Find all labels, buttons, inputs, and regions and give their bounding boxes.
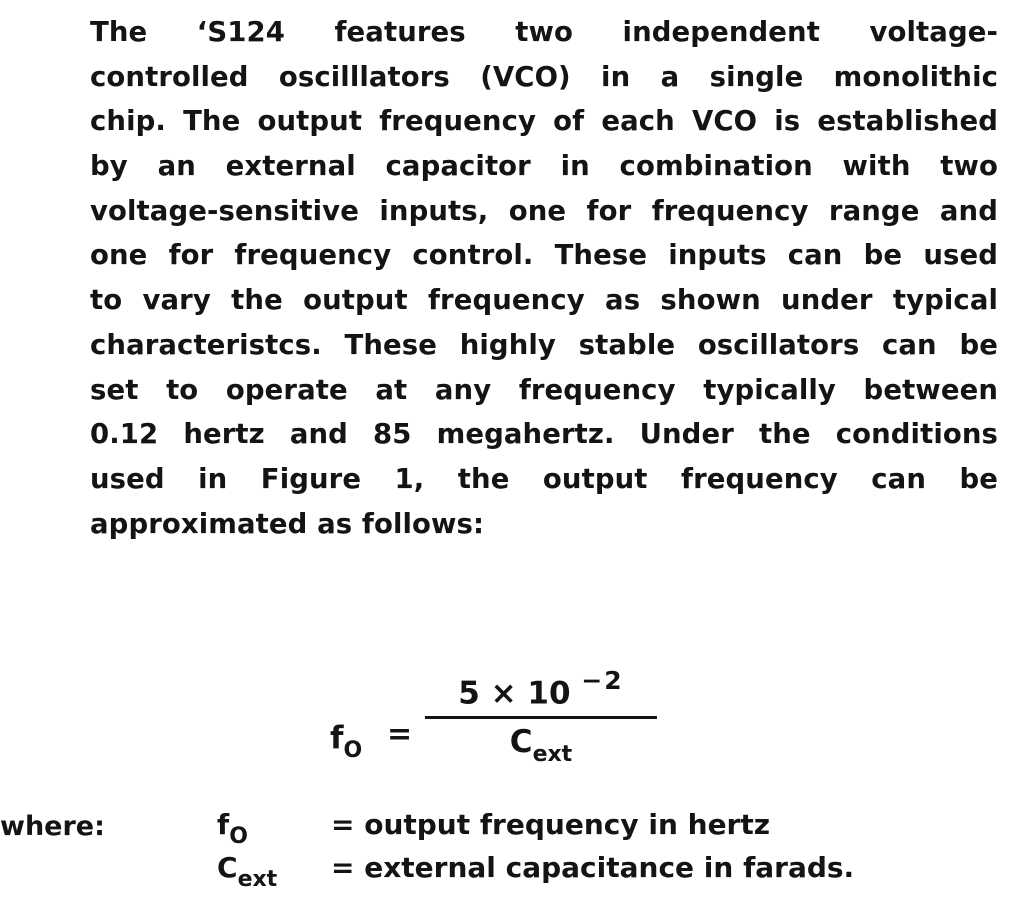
paragraph-line: chip. The output frequency of each VCO is established: [90, 105, 998, 138]
paragraph-line: to vary the output frequency as shown under typical: [90, 284, 998, 317]
paragraph-line: approximated as follows:: [90, 507, 485, 540]
equation-lhs-base: f: [330, 720, 344, 756]
paragraph-line: by an external capacitor in combination with two: [90, 150, 998, 183]
definition-symbol: [217, 808, 331, 847]
definition-text: = output frequency in hertz: [331, 808, 771, 841]
symbol-base: C: [217, 851, 238, 884]
fraction-bar: [425, 716, 657, 719]
paragraph-line: characteristcs. These highly stable oscillators can be: [90, 328, 998, 361]
definition-symbol: [217, 851, 331, 890]
denominator-subscript: ext: [532, 742, 573, 768]
paragraph-line: used in Figure 1, the output frequency can be: [90, 462, 998, 495]
where-label: where:: [0, 811, 105, 842]
equation-numerator: [425, 666, 657, 712]
symbol-subscript: ext: [237, 866, 278, 892]
equation-lhs: [330, 720, 363, 764]
paragraph-line: set to operate at any frequency typically between: [90, 373, 998, 406]
denominator-base: C: [509, 724, 533, 760]
definition-row-external-capacitance: [217, 851, 854, 890]
symbol-base: f: [217, 808, 230, 841]
symbol-subscript: O: [229, 823, 248, 849]
paragraph-line: The ‘S124 features two independent voltage-: [90, 16, 998, 48]
definition-text: = external capacitance in farads.: [331, 851, 855, 884]
description-paragraph: [90, 10, 998, 546]
equation-denominator: [425, 724, 657, 768]
paragraph-line: one for frequency control. These inputs can be used: [90, 239, 998, 272]
equation-lhs-subscript: O: [343, 738, 363, 764]
definition-row-output-frequency: [217, 808, 770, 847]
paragraph-line: controlled oscilllators (VCO) in a single monolithic: [90, 60, 998, 93]
numerator-exponent: −2: [581, 666, 624, 695]
equation-equals-sign: =: [387, 717, 413, 752]
paragraph-line: voltage-sensitive inputs, one for frequency range and: [90, 194, 998, 227]
numerator-base: 5 × 10: [458, 675, 571, 712]
paragraph-line: 0.12 hertz and 85 megahertz. Under the conditions: [90, 418, 998, 451]
